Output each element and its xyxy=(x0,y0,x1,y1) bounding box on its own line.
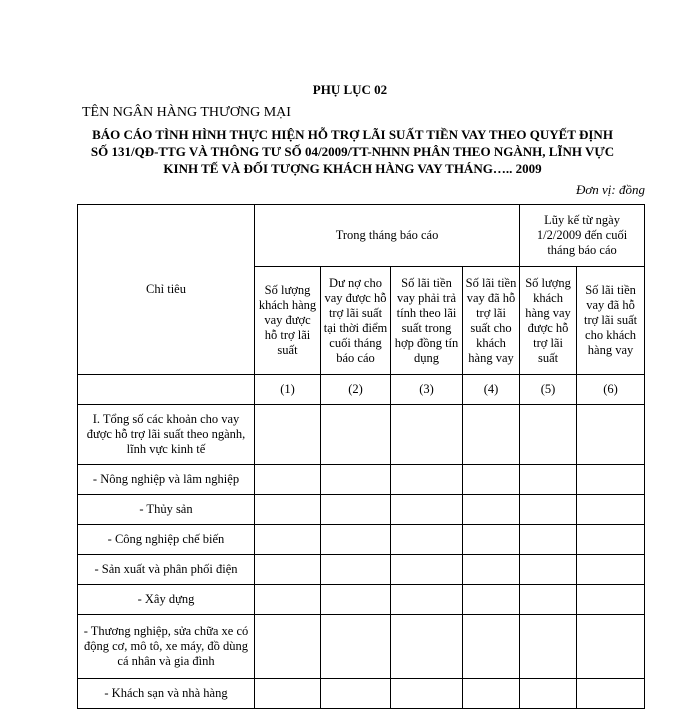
table-row xyxy=(78,585,645,615)
row-label: - Sản xuất và phân phối điện xyxy=(78,555,255,585)
table-cell xyxy=(463,465,520,495)
table-cell xyxy=(391,525,463,555)
table-cell xyxy=(520,465,577,495)
row-label: I. Tổng số các khoản cho vay được hỗ trợ lãi suất theo ngành, lĩnh vực kinh tế xyxy=(78,405,255,465)
report-title-line: KINH TẾ VÀ ĐỐI TƯỢNG KHÁCH HÀNG VAY THÁNG….. 2009 xyxy=(163,161,542,176)
currency-unit: Đơn vị: đồng xyxy=(575,182,645,197)
column-number: (4) xyxy=(463,375,520,405)
table-cell xyxy=(255,679,321,709)
table-cell xyxy=(255,615,321,679)
table-cell xyxy=(391,585,463,615)
table-cell xyxy=(577,679,645,709)
bank-name: TÊN NGÂN HÀNG THƯƠNG MẠI xyxy=(82,105,291,120)
column-number-row xyxy=(78,375,645,405)
report-table xyxy=(77,204,645,709)
table-cell xyxy=(463,679,520,709)
report-title-line: SỐ 131/QĐ-TTG VÀ THÔNG TƯ SỐ 04/2009/TT-NHNN PHÂN THEO NGÀNH, LĨNH VỰC xyxy=(90,144,615,159)
column-header: Dư nợ cho vay được hỗ trợ lãi suất tại thời điểm cuối tháng báo cáo xyxy=(321,267,391,375)
table-cell xyxy=(391,555,463,585)
table-cell xyxy=(321,495,391,525)
table-row xyxy=(78,555,645,585)
column-header: Số lãi tiền vay phải trả tính theo lãi suất trong hợp đồng tín dụng xyxy=(391,267,463,375)
table-cell xyxy=(463,585,520,615)
table-cell xyxy=(520,555,577,585)
table-cell xyxy=(577,555,645,585)
group-header-current-month: Trong tháng báo cáo xyxy=(255,205,520,267)
table-cell xyxy=(321,585,391,615)
table-cell xyxy=(78,375,255,405)
table-cell xyxy=(520,679,577,709)
row-label: - Công nghiệp chế biến xyxy=(78,525,255,555)
table-cell xyxy=(321,525,391,555)
column-number: (6) xyxy=(577,375,645,405)
table-cell xyxy=(321,555,391,585)
table-cell xyxy=(391,615,463,679)
table-cell xyxy=(391,495,463,525)
table-cell xyxy=(520,615,577,679)
column-number: (5) xyxy=(520,375,577,405)
table-row xyxy=(78,615,645,679)
report-title-line: BÁO CÁO TÌNH HÌNH THỰC HIỆN HỖ TRỢ LÃI SUẤT TIỀN VAY THEO QUYẾT ĐỊNH xyxy=(92,127,613,142)
table-cell xyxy=(255,465,321,495)
table-cell xyxy=(255,495,321,525)
table-cell xyxy=(255,405,321,465)
row-label: - Xây dựng xyxy=(78,585,255,615)
table-cell xyxy=(255,555,321,585)
table-cell xyxy=(577,585,645,615)
indicator-header: Chỉ tiêu xyxy=(78,205,255,375)
table-cell xyxy=(321,405,391,465)
table-cell xyxy=(463,525,520,555)
table-cell xyxy=(520,405,577,465)
table-row xyxy=(78,525,645,555)
table-cell xyxy=(321,465,391,495)
appendix-title: PHỤ LỤC 02 xyxy=(312,82,388,97)
table-cell xyxy=(577,615,645,679)
column-header: Số lượng khách hàng vay được hỗ trợ lãi suất xyxy=(520,267,577,375)
table-cell xyxy=(391,465,463,495)
row-label: - Thương nghiệp, sửa chữa xe có động cơ, mô tô, xe máy, đồ dùng cá nhân và gia đình xyxy=(78,615,255,679)
table-row xyxy=(78,679,645,709)
column-number: (1) xyxy=(255,375,321,405)
table-cell xyxy=(463,495,520,525)
column-header: Số lãi tiền vay đã hỗ trợ lãi suất cho khách hàng vay xyxy=(577,267,645,375)
table-cell xyxy=(520,585,577,615)
column-number: (3) xyxy=(391,375,463,405)
header-row-groups xyxy=(78,205,645,267)
column-header: Số lượng khách hàng vay được hỗ trợ lãi suất xyxy=(255,267,321,375)
row-label: - Khách sạn và nhà hàng xyxy=(78,679,255,709)
table-cell xyxy=(577,495,645,525)
table-cell xyxy=(577,465,645,495)
table-cell xyxy=(255,585,321,615)
row-label: - Nông nghiệp và lâm nghiệp xyxy=(78,465,255,495)
table-cell xyxy=(255,525,321,555)
table-cell xyxy=(463,555,520,585)
table-cell xyxy=(391,405,463,465)
table-cell xyxy=(520,525,577,555)
table-row xyxy=(78,465,645,495)
table-row xyxy=(78,495,645,525)
column-number: (2) xyxy=(321,375,391,405)
report-title xyxy=(80,126,625,177)
table-cell xyxy=(577,525,645,555)
table-cell xyxy=(321,615,391,679)
table-cell xyxy=(577,405,645,465)
table-row xyxy=(78,405,645,465)
table-cell xyxy=(463,405,520,465)
column-header: Số lãi tiền vay đã hỗ trợ lãi suất cho khách hàng vay xyxy=(463,267,520,375)
table-cell xyxy=(463,615,520,679)
table-cell xyxy=(520,495,577,525)
row-label: - Thủy sản xyxy=(78,495,255,525)
table-cell xyxy=(391,679,463,709)
group-header-cumulative: Lũy kế từ ngày 1/2/2009 đến cuối tháng báo cáo xyxy=(520,205,645,267)
table-cell xyxy=(321,679,391,709)
